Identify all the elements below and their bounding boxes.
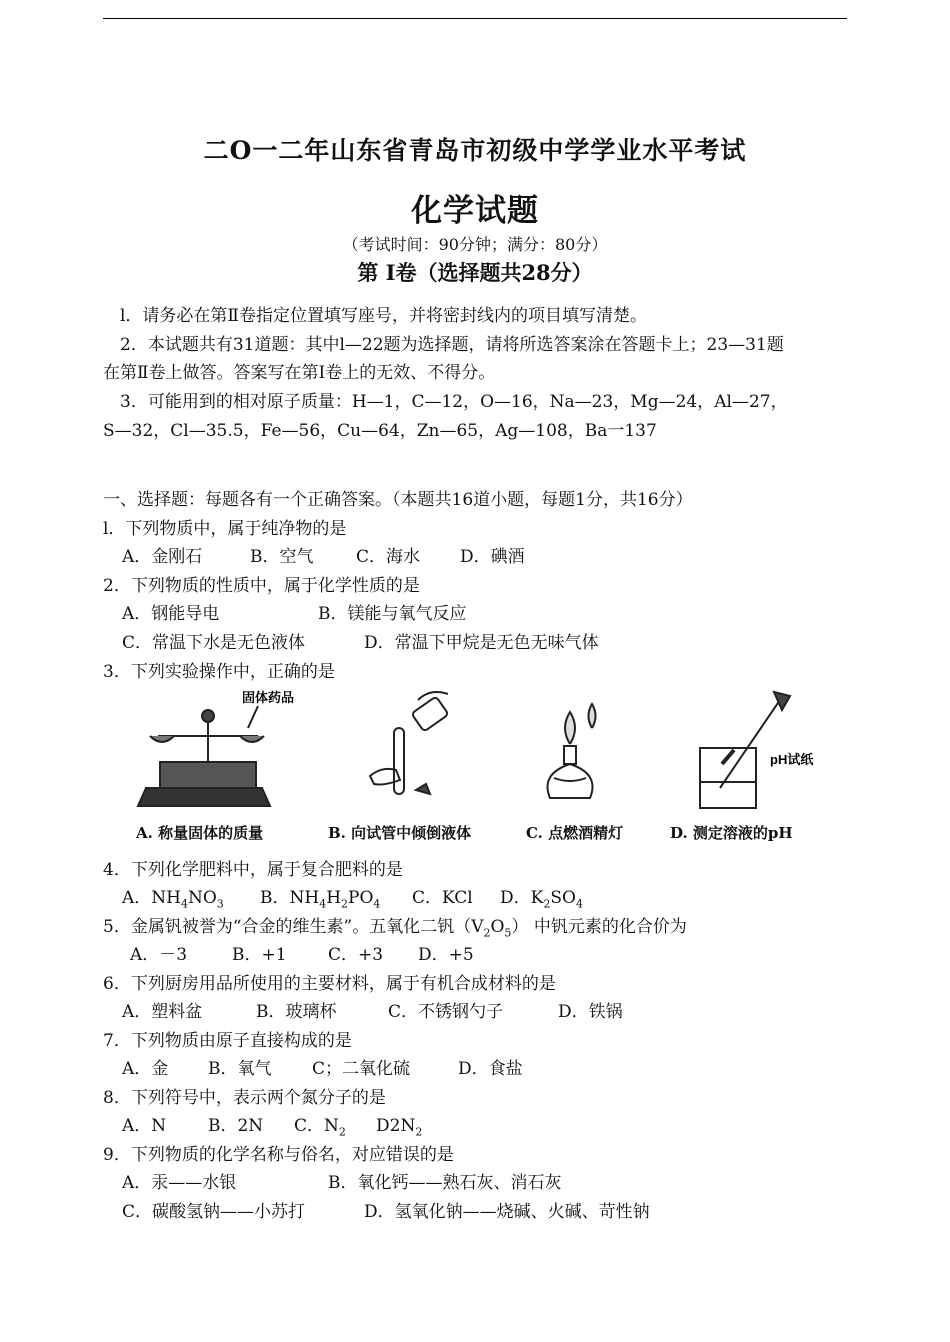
q8-option-d: $D2N_2$ — [376, 1116, 423, 1139]
q8-stem: 8．下列符号中，表示两个氮分子的是 — [103, 1088, 386, 1108]
q5-option-d: D．+5 — [418, 945, 474, 965]
q8-option-b: B．2N — [208, 1116, 264, 1136]
test-tube-pour-icon — [370, 692, 449, 794]
q2-option-d: D．常温下甲烷是无色无味气体 — [364, 633, 599, 653]
top-rule — [103, 18, 847, 19]
q9-option-a: A．汞——水银 — [122, 1173, 237, 1193]
note-1: l．请务必在第Ⅱ卷指定位置填写座号，并将密封线内的项目填写清楚。 — [120, 306, 647, 326]
note-2a: 2．本试题共有31道题：其中l—22题为选择题，请将所选答案涂在答题卡上；23—31题 — [120, 335, 784, 355]
q6-option-b: B．玻璃杯 — [256, 1002, 337, 1022]
q4-option-a: A．$NH_4NO_3$ — [122, 888, 224, 911]
q1-option-b: B．空气 — [250, 547, 314, 567]
q5-option-b: B．+1 — [232, 945, 287, 965]
q2-option-c: C．常温下水是无色液体 — [122, 633, 306, 653]
q6-option-a: A．塑料盆 — [122, 1002, 203, 1022]
q2-option-b: B．镁能与氧气反应 — [318, 604, 467, 624]
exam-title: 二O一二年山东省青岛市初级中学学业水平考试 — [203, 136, 747, 165]
q4-stem: 4．下列化学肥料中，属于复合肥料的是 — [103, 860, 403, 880]
q5-stem: 5．金属钒被誉为“合金的维生素”。五氧化二钒$(V_2O_5)$ 中钒元素的化合价为 — [103, 917, 687, 940]
q7-option-a: A．金 — [122, 1059, 169, 1079]
section-heading: 一、选择题：每题各有一个正确答案。（本题共16道小题，每题1分，共16分） — [103, 490, 693, 510]
q3-caption-b: B. 向试管中倾倒液体 — [328, 824, 472, 842]
ph-test-icon — [700, 692, 790, 808]
q4-option-b: B．$NH_4H_2PO_4$ — [260, 888, 381, 911]
q3-stem: 3．下列实验操作中，正确的是 — [103, 662, 335, 682]
note-3b: S—32，Cl—35.5，Fe—56，Cu—64，Zn—65，Ag—108，Ba一137 — [103, 421, 657, 441]
q5-option-a: A．－3 — [130, 945, 188, 965]
q9-stem: 9．下列物质的化学名称与俗名，对应错误的是 — [103, 1145, 454, 1165]
q6-option-d: D．铁锅 — [558, 1002, 623, 1022]
ph-paper-label: pH试纸 — [770, 752, 814, 767]
balance-icon — [138, 706, 270, 806]
q3-caption-a: A. 称量固体的质量 — [136, 824, 264, 842]
q2-stem: 2．下列物质的性质中，属于化学性质的是 — [103, 576, 420, 596]
q9-option-c: C．碳酸氢钠——小苏打 — [122, 1202, 306, 1222]
q6-option-c: C．不锈钢勺子 — [388, 1002, 504, 1022]
alcohol-lamp-icon — [548, 704, 596, 798]
q4-option-d: D．$K_2SO_4$ — [500, 888, 583, 911]
q1-option-c: C．海水 — [356, 547, 421, 567]
q9-option-b: B．氧化钙——熟石灰、消石灰 — [328, 1173, 562, 1193]
q8-option-c: C．$N_2$ — [294, 1116, 346, 1139]
q8-option-a: A．N — [122, 1116, 167, 1136]
note-2b: 在第Ⅱ卷上做答。答案写在第Ⅰ卷上的无效、不得分。 — [103, 363, 496, 383]
part-heading: 第 Ⅰ卷（选择题共28分） — [357, 260, 593, 285]
q1-stem: l．下列物质中，属于纯净物的是 — [103, 519, 347, 539]
q3-experiment-figure — [130, 688, 830, 848]
q9-option-d: D．氢氧化钠——烧碱、火碱、苛性钠 — [364, 1202, 650, 1222]
q3-caption-c: C. 点燃酒精灯 — [526, 824, 624, 842]
subject-title: 化学试题 — [411, 193, 539, 229]
solid-reagent-label: 固体药品 — [242, 690, 295, 705]
q2-option-a: A．钢能导电 — [122, 604, 220, 624]
exam-info: （考试时间：90分钟；满分：80分） — [342, 235, 608, 254]
note-3a: 3．可能用到的相对原子质量：H—1，C—12，O—16，Na—23，Mg—24，Al—27， — [120, 392, 788, 412]
q5-option-c: C．+3 — [328, 945, 384, 965]
q1-option-a: A．金刚石 — [122, 547, 203, 567]
q1-option-d: D．碘酒 — [460, 547, 525, 567]
q4-option-c: C．KCl — [412, 888, 473, 908]
q7-stem: 7．下列物质由原子直接构成的是 — [103, 1031, 352, 1051]
q7-option-d: D．食盐 — [458, 1059, 523, 1079]
q7-option-c: C；二氧化硫 — [312, 1059, 411, 1079]
q6-stem: 6．下列厨房用品所使用的主要材料，属于有机合成材料的是 — [103, 974, 556, 994]
q7-option-b: B．氧气 — [208, 1059, 272, 1079]
q3-caption-d: D. 测定溶液的pH — [670, 824, 793, 842]
